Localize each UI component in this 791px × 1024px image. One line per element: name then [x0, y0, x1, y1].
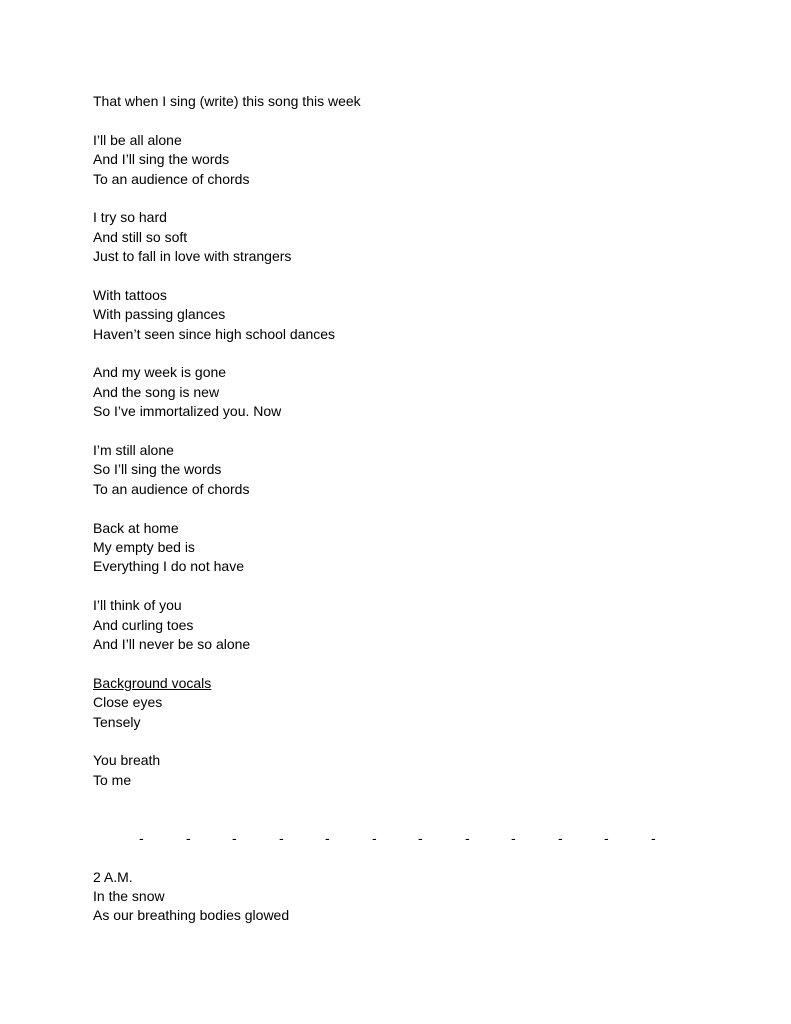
stanza-gap [93, 732, 733, 751]
stanza-gap [93, 344, 733, 363]
stanza-5 [93, 363, 733, 421]
lyric-line: Everything I do not have [93, 558, 244, 575]
separator-dash: - [232, 829, 237, 846]
stanza-gap [93, 790, 733, 809]
lyrics-page [93, 92, 733, 926]
lyric-line: As our breathing bodies glowed [93, 907, 290, 924]
lyric-line: And my week is gone [93, 364, 227, 381]
lyric-line: Just to fall in love with strangers [93, 248, 292, 265]
lyric-line: With tattoos [93, 286, 167, 303]
lyric-line: I try so hard [93, 209, 167, 226]
lyric-line: And still so soft [93, 228, 188, 245]
stanza-gap [93, 111, 733, 130]
stanza-gap [93, 267, 733, 286]
lyric-line: I’m still alone [93, 442, 174, 459]
lyric-line: Close eyes [93, 694, 163, 711]
stanza-4 [93, 286, 733, 344]
separator-dash: - [372, 829, 377, 846]
stanza-1 [93, 92, 733, 111]
section-heading: Background vocals [93, 674, 212, 691]
lyric-line: So I’ll sing the words [93, 461, 222, 478]
lyric-line: Tensely [93, 713, 141, 730]
separator-dash: - [139, 829, 144, 846]
separator-dash: - [558, 829, 563, 846]
lyric-line: In the snow [93, 888, 165, 905]
dash-separator [93, 829, 733, 848]
separator-dash: - [418, 829, 423, 846]
stanza-10 [93, 751, 733, 790]
lyric-line: To an audience of chords [93, 170, 250, 187]
stanza-gap [93, 848, 733, 867]
lyric-line: And curling toes [93, 616, 194, 633]
lyric-line: You breath [93, 752, 161, 769]
lyric-line: Haven’t seen since high school dances [93, 325, 336, 342]
lyric-line: I’ll think of you [93, 597, 182, 614]
lyric-line: To an audience of chords [93, 480, 250, 497]
lyric-line: That when I sing (write) this song this week [93, 93, 361, 109]
stanza-gap [93, 189, 733, 208]
separator-dash: - [604, 829, 609, 846]
lyric-line: Back at home [93, 519, 179, 536]
lyric-line: And I’ll sing the words [93, 151, 230, 168]
stanza-gap [93, 577, 733, 596]
stanza-7 [93, 519, 733, 577]
stanza-6 [93, 441, 733, 499]
lyric-line: My empty bed is [93, 538, 195, 555]
lyric-line: And I’ll never be so alone [93, 635, 251, 652]
stanza-gap [93, 499, 733, 518]
separator-dash: - [651, 829, 656, 846]
stanza-gap [93, 422, 733, 441]
lyric-line: And the song is new [93, 383, 220, 400]
stanza-2 [93, 131, 733, 189]
lyric-line: To me [93, 771, 132, 788]
separator-dash: - [465, 829, 470, 846]
separator-dash: - [511, 829, 516, 846]
stanza-9 [93, 674, 733, 732]
lyric-line: So I’ve immortalized you. Now [93, 403, 282, 420]
stanza-3 [93, 208, 733, 266]
lyric-line: 2 A.M. [93, 868, 133, 885]
final-stanza [93, 868, 733, 926]
stanza-gap [93, 654, 733, 673]
lyric-line: With passing glances [93, 306, 226, 323]
separator-dash: - [325, 829, 330, 846]
stanza-8 [93, 596, 733, 654]
lyric-line: I’ll be all alone [93, 131, 182, 148]
separator-dash: - [279, 829, 284, 846]
separator-dash: - [186, 829, 191, 846]
